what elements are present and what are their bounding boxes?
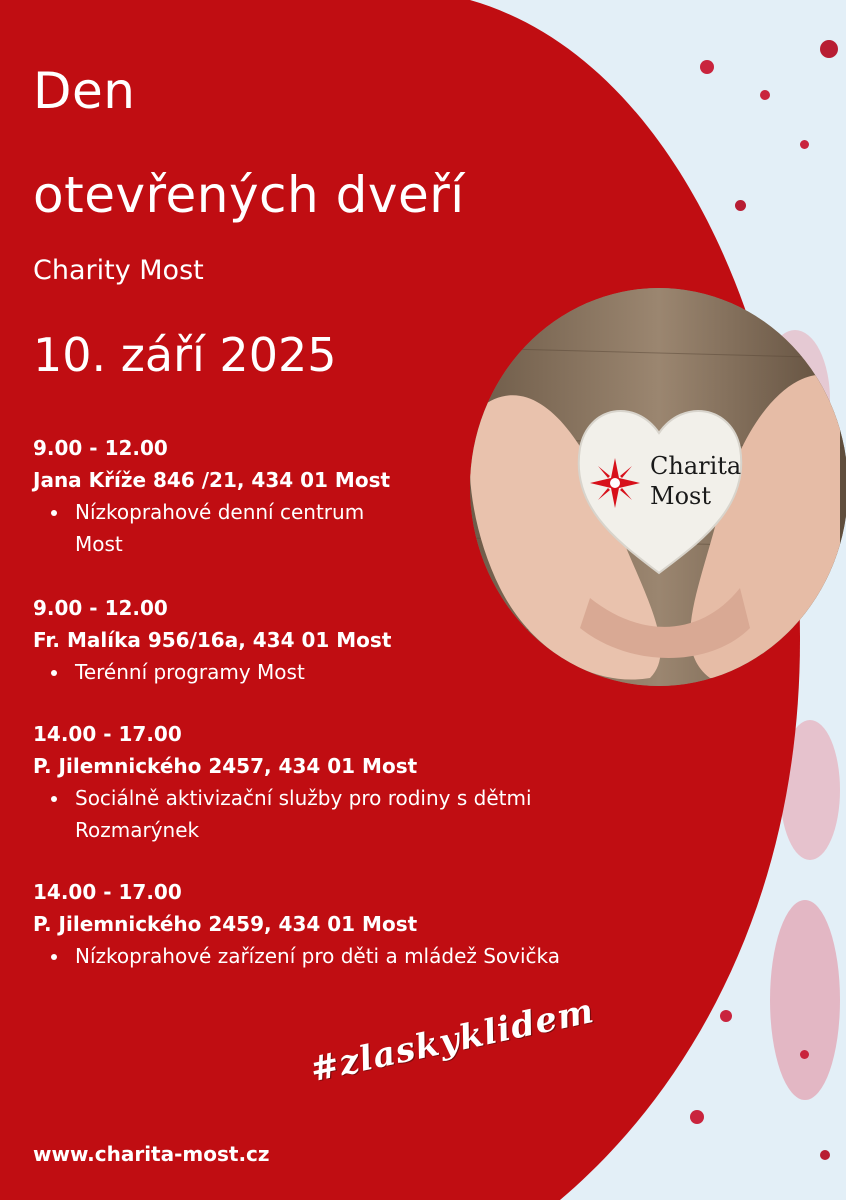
event-address: P. Jilemnického 2459, 434 01 Most (33, 912, 418, 936)
service-line: Nízkoprahové denní centrum (75, 500, 365, 524)
event-service (33, 656, 493, 688)
event-address: Fr. Malíka 956/16a, 434 01 Most (33, 628, 392, 652)
event-service (33, 940, 673, 972)
event-block-4 (33, 876, 673, 972)
hashtag: #zlaskyklidem (306, 990, 598, 1091)
event-service (33, 496, 493, 528)
event-date: 10. září 2025 (33, 328, 337, 382)
event-address: P. Jilemnického 2457, 434 01 Most (33, 754, 418, 778)
title-line-1: Den (33, 62, 136, 120)
subtitle: Charity Most (33, 255, 204, 286)
bullet-icon (51, 510, 57, 516)
event-time: 9.00 - 12.00 (33, 596, 168, 620)
logo-text-charita: Charita (650, 452, 742, 480)
service-line: Sociálně aktivizační služby pro rodiny s dětmi (75, 786, 532, 810)
event-block-1 (33, 432, 493, 560)
event-time: 14.00 - 17.00 (33, 880, 182, 904)
event-service-continued: Rozmarýnek (75, 818, 200, 842)
title-line-2: otevřených dveří (33, 166, 465, 224)
event-service (33, 782, 673, 814)
event-time: 14.00 - 17.00 (33, 722, 182, 746)
service-line: Nízkoprahové zařízení pro děti a mládež Sovička (75, 944, 561, 968)
charita-logo (588, 450, 758, 520)
bullet-icon (51, 796, 57, 802)
website-link[interactable]: www.charita-most.cz (33, 1142, 270, 1166)
service-line: Terénní programy Most (75, 660, 305, 684)
bullet-icon (51, 954, 57, 960)
event-address: Jana Kříže 846 /21, 434 01 Most (33, 468, 391, 492)
bullet-icon (51, 670, 57, 676)
caritas-cross-icon (588, 456, 642, 510)
event-time: 9.00 - 12.00 (33, 436, 168, 460)
logo-text-most: Most (650, 482, 711, 510)
event-block-3 (33, 718, 673, 846)
event-block-2 (33, 592, 493, 688)
event-service-continued: Most (75, 532, 123, 556)
